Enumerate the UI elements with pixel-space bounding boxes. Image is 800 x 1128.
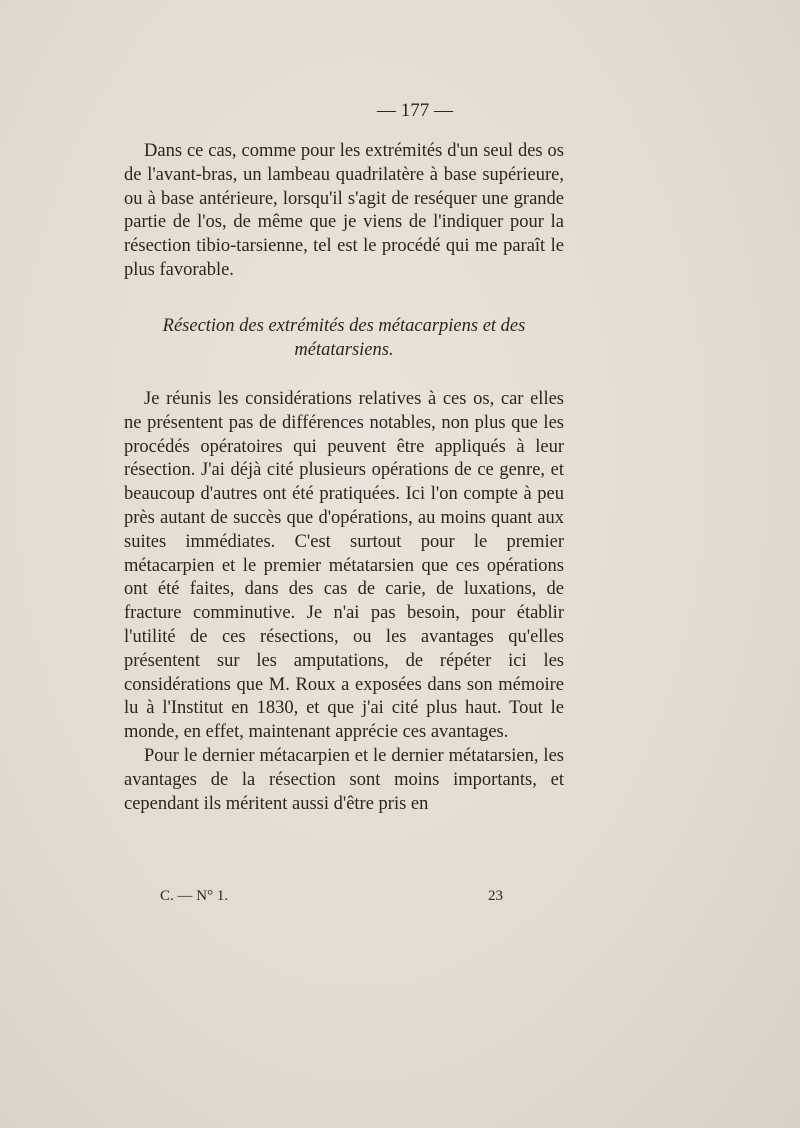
sheet-number: 23	[488, 888, 503, 904]
paragraph-1	[124, 140, 564, 283]
paragraph-1-text: Dans ce cas, comme pour les extrémités d'un seul des os de l'avant-bras, un lambeau quadrilatère à base supérieure, ou à base antérieure, lorsqu'il s'agit de reséquer une grande partie de l'os, de même que je viens de l'indiquer pour la résection tibio-tarsienne, tel est le procédé qui me paraît le plus favorable.	[124, 141, 564, 280]
paragraph-2	[124, 388, 564, 816]
section-heading: Résection des extrémités des métacarpiens et des métatarsiens.	[162, 316, 526, 360]
paragraph-2-text: Je réunis les considérations relatives à ces os, car elles ne présentent pas de différences notables, non plus que les procédés opératoires qui peuvent être appliqués à leur résection. J'ai déjà cité plusieurs opérations de ce genre, et beaucoup d'autres ont été pratiquées. Ici l'on compte à peu près autant de succès que d'opérations, au moins quant aux suites immédiates. C'est surtout pour le premier métacarpien et le premier métatarsien que ces opérations ont été faites, dans des cas de carie, de luxations, de fracture comminutive. Je n'ai pas besoin, pour établir l'utilité de ces résections, ou les avantages qu'elles présentent sur les amputations, de répéter ici les considérations que M. Roux a exposées dans son mémoire lu à l'Institut en 1830, et que j'ai cité plus haut. Tout le monde, en effet, maintenant apprécie ces avantages.	[124, 389, 564, 743]
page-number: — 177 —	[377, 100, 453, 121]
signature-mark: C. — N° 1.	[160, 888, 229, 904]
paragraph-3-text: Pour le dernier métacarpien et le dernier métatarsien, les avantages de la résection sont moins importants, et cependant ils méritent aussi d'être pris en	[124, 745, 564, 814]
